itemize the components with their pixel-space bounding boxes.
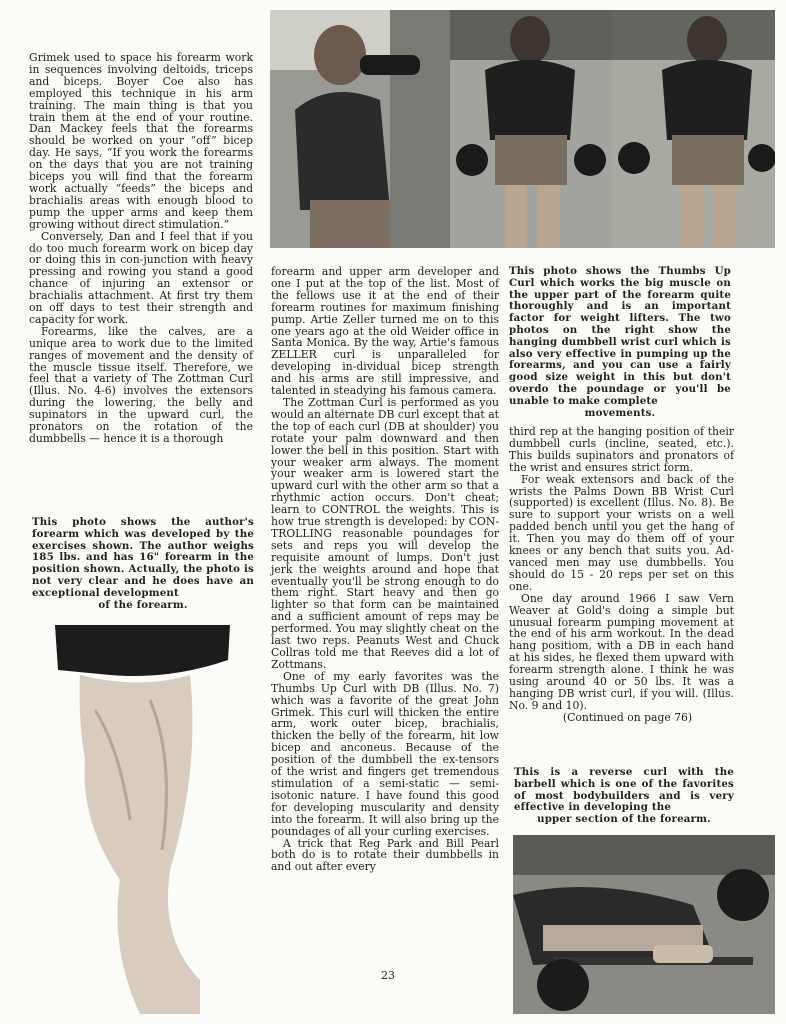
- caption-body: This is a reverse curl with the barbell which is one of the favorites of most bodybuilders and is very effective in developing the: [514, 766, 734, 814]
- continued-note: (Continued on page 76): [562, 710, 693, 724]
- photo-hanging-wrist-curl-2: [612, 10, 775, 248]
- caption-last-line: movements.: [584, 406, 656, 419]
- paragraph: The Zottman Curl is performed as you would an alternate DB curl except that at the top of each curl (DB at shoulder) you rotate your palm downward and then lower the bell in this position. Start with your weaker arm always. The moment your weaker arm is lowered start the upward curl with the other arm so that a rhythmic action occurs. Don't cheat; learn to CONTROL the weights. This is how true strength is developed: by CON-TROLLING reasonable poundages for sets and reps you will develop the requisite amount of lumps. Don't just jerk the weights around and hope that eventually you'll be strong enough to do them right. Start heavy and then go lighter so that form can be maintained and a sufficient amount of reps may be performed. You may slightly cheat on the last two reps. Peanuts West and Chuck Collras told me that Reeves did a lot of Zottmans.: [271, 395, 499, 671]
- hanging-wrist-curl-illustration-2: [612, 10, 775, 248]
- paragraph: One day around 1966 I saw Vern Weaver at Gold's doing a simple but unusual forearm pumping movement at the end of his arm workout. In the dead hang positiom, with a DB in each hand at his sides, he flexed them upward with forearm strength alone. I think he was using around 40 or 50 lbs. It was a hanging DB wrist curl, if you will. (Illus. No. 9 and 10).: [509, 591, 734, 712]
- page-number: 23: [381, 969, 395, 982]
- reverse-curl-illustration: [513, 835, 775, 1014]
- article-column-1: [29, 52, 253, 445]
- photo-reverse-curl: [513, 835, 775, 1014]
- article-column-3: [509, 426, 734, 724]
- caption-author-forearm: [32, 517, 254, 611]
- photo-thumbs-up-curl: [270, 10, 450, 248]
- paragraph: One of my early favorites was the Thumbs Up Curl with DB (Illus. No. 7) which was a favorite of the great John Grimek. This curl will thicken the entire arm, work outer bicep, brachialis, thicken the belly of the forearm, hit low bicep and anconeus. Because of the position of the dumbbell the ex-tensors of the wrist and fingers get tremendous stimulation of a semi-static — semi-isotonic nature. I have found this good for developing muscularity and density into the forearm. It will also bring up the poundages of all your curling exercises.: [271, 669, 499, 838]
- caption-thumbs-up-curl: [509, 266, 731, 419]
- paragraph: third rep at the hanging position of their dumbbell curls (incline, seated, etc.). This builds supinators and pronators of the wrist and ensures strict form.: [509, 425, 734, 474]
- paragraph: forearm and upper arm developer and one I put at the top of the list. Most of the fellows use it at the end of their forearm routines for maximum finishing pump. Artie Zeller turned me on to this one years ago at the old Weider office in Santa Monica. By the way, Artie's famous ZELLER curl is unparalleled for developing in-dividual bicep strength and his arms are still impressive, and talented in steadying his famous camera.: [271, 265, 499, 398]
- article-column-2: [271, 266, 499, 873]
- caption-body: This photo shows the Thumbs Up Curl which works the big muscle on the upper part of the forearm quite thoroughly and is an important factor for weight lifters. The two photos on the right show the hanging dumbbell wrist curl which is also very effective in pumping up the forearms, and you can use a fairly good size weight in this but don't overdo the poundage or you'll be unable to make complete: [509, 265, 731, 407]
- photo-author-forearm: [50, 620, 236, 1014]
- paragraph: A trick that Reg Park and Bill Pearl both do is to rotate their dumbbells in and out after every: [271, 836, 499, 874]
- hanging-wrist-curl-illustration-1: [450, 10, 612, 248]
- caption-reverse-curl: [514, 767, 734, 826]
- photo-hanging-wrist-curl-1: [450, 10, 612, 248]
- caption-body: This photo shows the author's forearm which was developed by the exercises shown. The author weighs 185 lbs. and has 16" forearm in the position shown. Actually, the photo is not very clear and he does have an exceptional development: [32, 516, 254, 599]
- paragraph: Forearms, like the calves, are a unique area to work due to the limited ranges of movement and the density of the muscle tissue itself. Therefore, we feel that a variety of The Zottman Curl (Illus. No. 4-6) involves the extensors during the lowering, the belly and supinators in the upward curl, the pronators on the rotation of the dumbbells — hence it is a thorough: [29, 324, 253, 445]
- forearm-illustration: [50, 620, 236, 1014]
- paragraph: Grimek used to space his forearm work in sequences involving deltoids, triceps and biceps. Boyer Coe also has employed this technique in his arm training. The main thing is that you train them at the end of your routine. Dan Mackey feels that the forearms should be worked on your “off” bicep day. He says, “If you work the forearms on the days that you are not training biceps you will find that the forearm work actually “feeds” the biceps and brachialis areas with enough blood to pump the upper arms and keep them growing without direct stimulation.”: [29, 51, 253, 231]
- caption-last-line: upper section of the forearm.: [537, 813, 711, 826]
- caption-last-line: of the forearm.: [98, 598, 188, 611]
- paragraph: Conversely, Dan and I feel that if you do too much forearm work on bicep day or doing this in con-junction with heavy pressing and rowing you stand a good chance of injuring an extensor or brachialis attachment. At first try them on off days to test their strength and capacity for work.: [29, 229, 253, 326]
- thumbs-up-curl-illustration: [270, 10, 450, 248]
- paragraph: For weak extensors and back of the wrists the Palms Down BB Wrist Curl (supported) is excellent (Illus. No. 8). Be sure to support your wrists on a well padded bench until you get the hang of it. Then you may do them off of your knees or any bench that suits you. Ad-vanced men may use dumbbells. You should do 15 - 20 reps per set on this one.: [509, 472, 734, 593]
